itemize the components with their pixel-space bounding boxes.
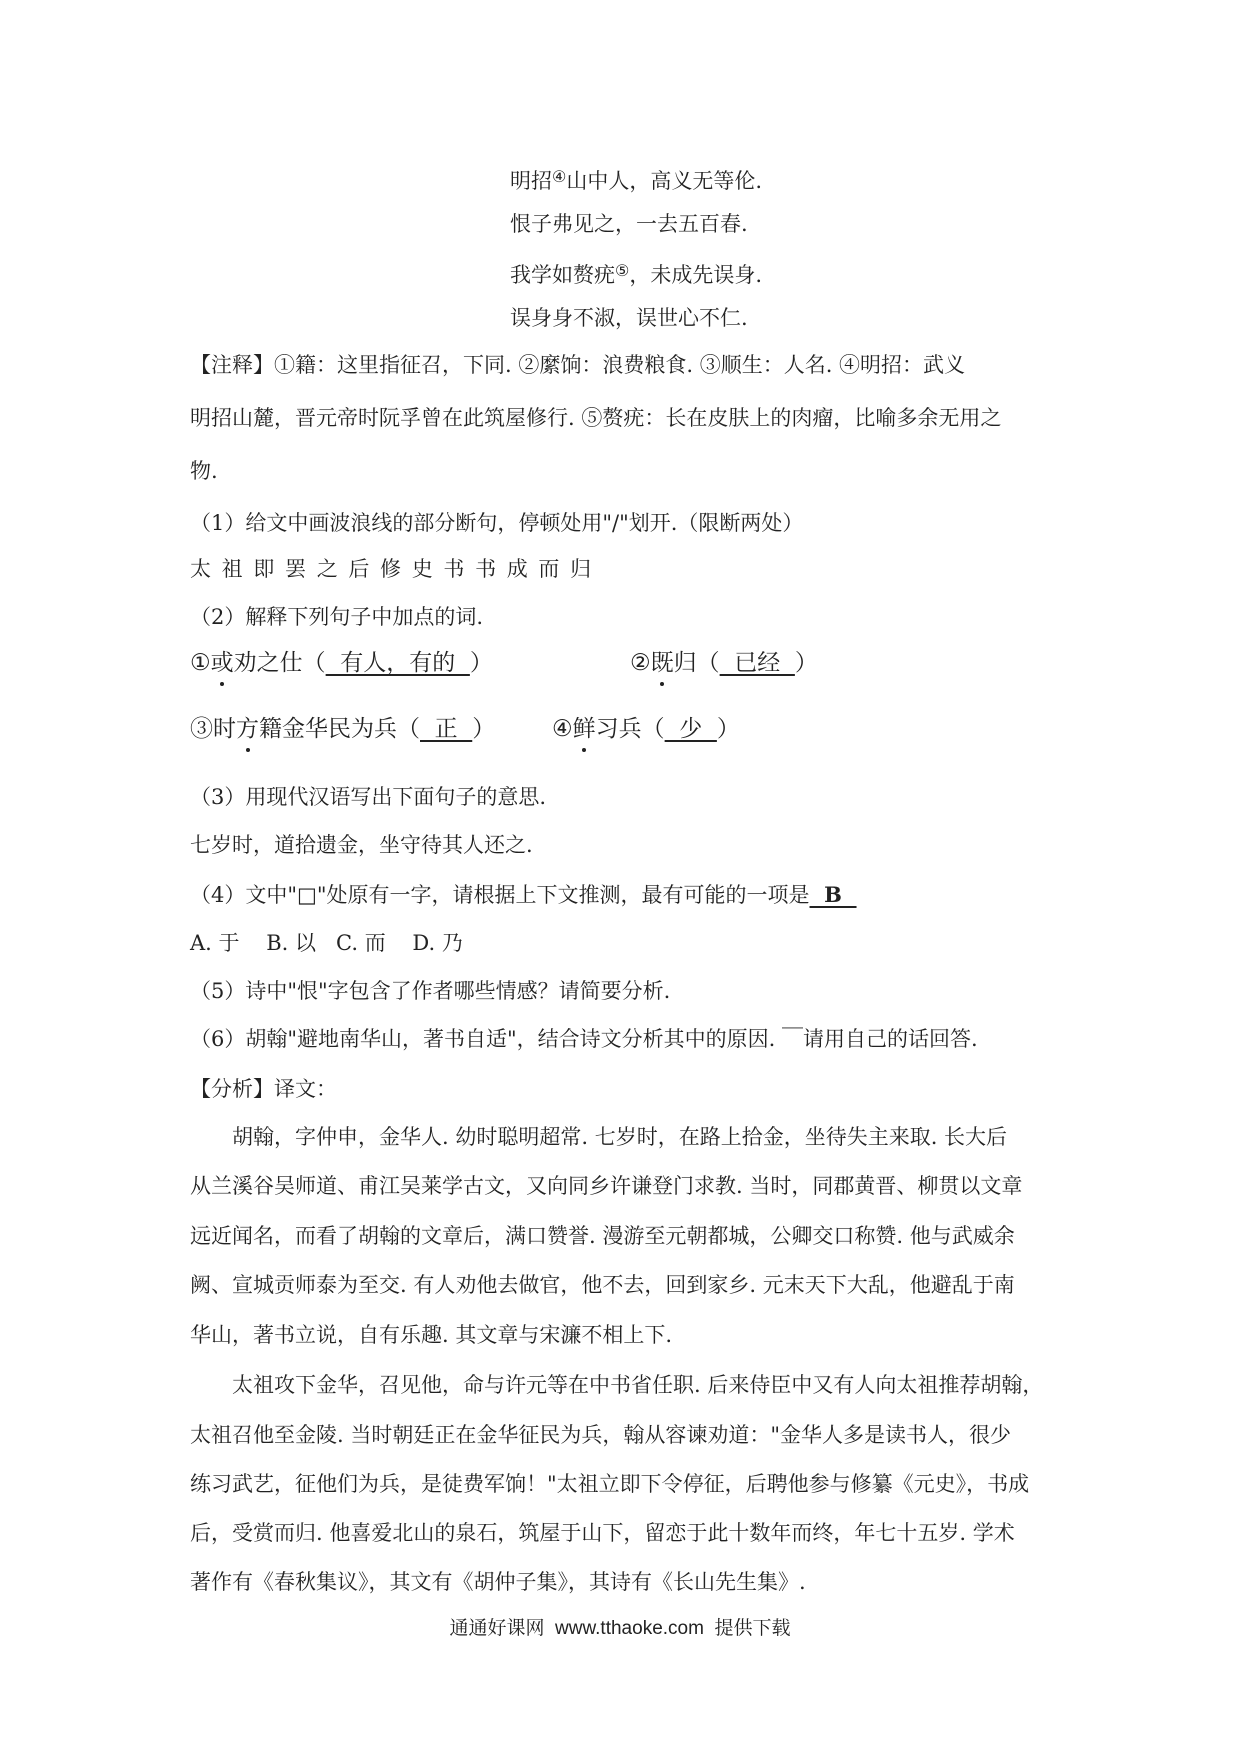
answer: 已经 xyxy=(719,650,795,676)
question-1-text: 太 祖 即 罢 之 后 修 史 书 书 成 而 归 xyxy=(190,557,594,581)
dotted-char: 既 xyxy=(650,650,674,676)
analysis-p1-line-5: 华山，著书立说，自有乐趣. 其文章与宋濂不相上下. xyxy=(190,1323,673,1347)
analysis-p2-line-2: 太祖召他至金陵. 当时朝廷正在金华征民为兵，翰从容谏劝道："金华人多是读书人，很少 xyxy=(190,1423,1012,1447)
analysis-p2-line-1: 太祖攻下金华，召见他，命与许元等在中书省任职. 后来侍臣中又有人向太祖推荐胡翰， xyxy=(232,1373,1044,1397)
question-6: （6）胡翰"避地南华山，著书自适"，结合诗文分析其中的原因. ￣请用自己的话回答. xyxy=(190,1027,978,1051)
note-marker: ⑤ xyxy=(615,261,630,280)
question-2: （2）解释下列句子中加点的词. xyxy=(190,605,484,629)
answer: 有人，有的 xyxy=(325,650,470,676)
answer: 正 xyxy=(420,716,473,742)
analysis-p1-line-1: 胡翰，字仲申，金华人. 幼时聪明超常. 七岁时，在路上拾金，坐待失主来取. 长大后 xyxy=(232,1125,1008,1149)
poem-line-3: 我学如赘疣⑤，未成先误身. xyxy=(510,261,763,287)
analysis-p2-line-4: 后，受赏而归. 他喜爱北山的泉石，筑屋于山下，留恋于此十数年而终，年七十五岁. 学术 xyxy=(190,1521,1015,1545)
poem-line-2: 恨子弗见之，一去五百春. xyxy=(510,212,748,236)
question-2-item-2: ②既归（ 已经 ） xyxy=(630,650,818,676)
dotted-char: 或 xyxy=(210,650,234,676)
question-5: （5）诗中"恨"字包含了作者哪些情感？请简要分析. xyxy=(190,979,671,1003)
question-2-item-1: ①或劝之仕（ 有人，有的 ） xyxy=(190,650,493,676)
analysis-heading: 【分析】译文： xyxy=(190,1077,337,1101)
answer: 少 xyxy=(664,716,717,742)
analysis-p1-line-3: 远近闻名，而看了胡翰的文章后，满口赞誉. 漫游至元朝都城，公卿交口称赞. 他与武威余 xyxy=(190,1224,1015,1248)
page-footer: 通通好课网 www.tthaoke.com 提供下载 xyxy=(449,1618,791,1639)
notes-line-3: 物. xyxy=(190,459,218,483)
question-1: （1）给文中画波浪线的部分断句，停顿处用"/"划开.（限断两处） xyxy=(190,511,804,535)
question-4-options: A. 于 B. 以 C. 而 D. 乃 xyxy=(190,931,463,955)
analysis-p2-line-5: 著作有《春秋集议》，其文有《胡仲子集》，其诗有《长山先生集》. xyxy=(190,1570,806,1594)
question-2-item-3: ③时方籍金华民为兵（ 正 ） xyxy=(190,716,496,742)
analysis-p1-line-2: 从兰溪谷吴师道、甫江吴莱学古文，又向同乡许谦登门求教. 当时，同郡黄晋、柳贯以文章 xyxy=(190,1174,1023,1198)
poem-line-1: 明招④山中人，高义无等伦. xyxy=(510,167,763,193)
note-marker: ④ xyxy=(552,167,567,186)
analysis-p2-line-3: 练习武艺，征他们为兵，是徒费军饷！"太祖立即下令停征，后聘他参与修纂《元史》，书成 xyxy=(190,1472,1030,1496)
question-3: （3）用现代汉语写出下面句子的意思. xyxy=(190,785,547,809)
notes-line-1: 【注释】①籍：这里指征召，下同. ②縻饷：浪费粮食. ③顺生：人名. ④明招：武义 xyxy=(190,353,966,377)
answer: B xyxy=(809,882,857,907)
notes-line-2: 明招山麓，晋元帝时阮孚曾在此筑屋修行. ⑤赘疣：长在皮肤上的肉瘤，比喻多余无用之 xyxy=(190,406,1002,430)
dotted-char: 方 xyxy=(236,716,259,742)
analysis-p1-line-4: 阙、宣城贡师泰为至交. 有人劝他去做官，他不去，回到家乡. 元末天下大乱，他避乱于南 xyxy=(190,1273,1015,1297)
question-2-item-4: ④鲜习兵（ 少 ） xyxy=(552,716,740,742)
poem-line-4: 误身身不淑，误世心不仁. xyxy=(510,306,748,330)
question-3-text: 七岁时，道拾遗金，坐守待其人还之. xyxy=(190,833,533,857)
dotted-char: 鲜 xyxy=(572,716,596,742)
question-4: （4）文中"□"处原有一字，请根据上下文推测，最有可能的一项是 B xyxy=(190,880,857,910)
